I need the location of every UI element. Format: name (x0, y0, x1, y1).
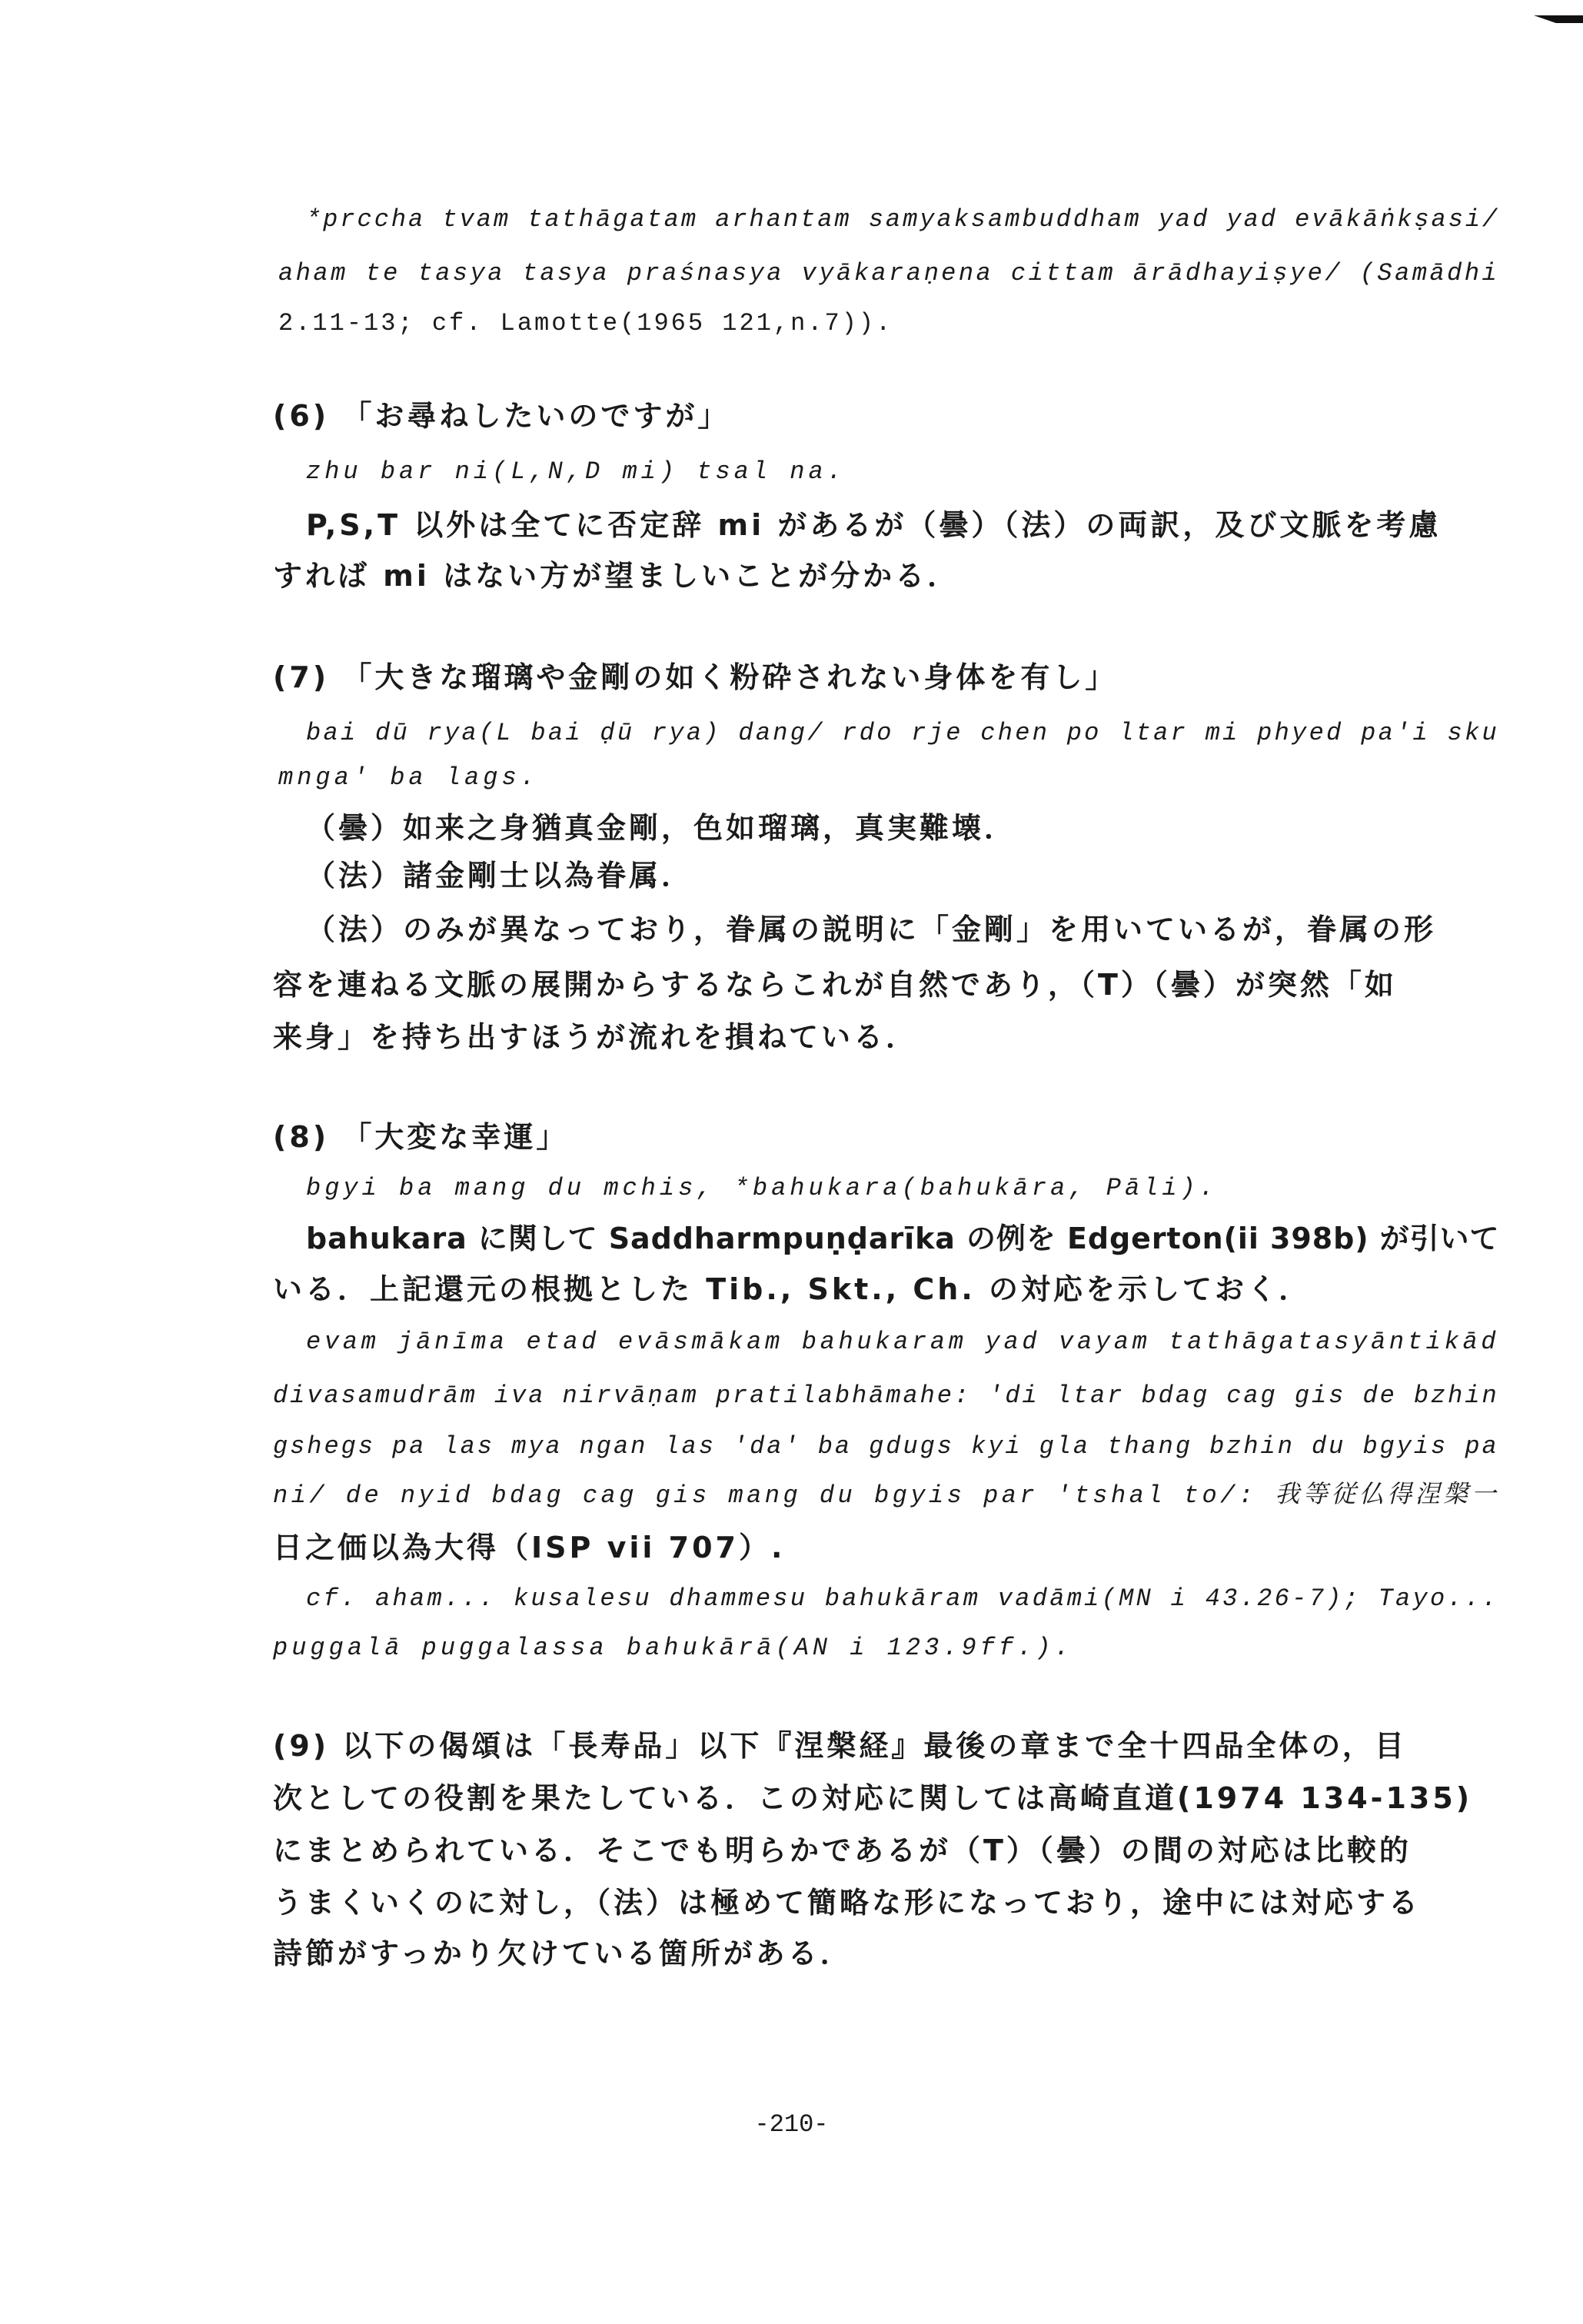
section-heading: (6) 「お尋ねしたいのですが」 (273, 399, 730, 433)
text-line: 詩節がすっかり欠けている箇所がある． (273, 1937, 853, 1970)
text-line: ni/ de nyid bdag cag gis mang du bgyis par 'tshal to/: 我等従仏得涅槃一 (273, 1481, 1500, 1510)
section-heading: (7) 「大きな瑠璃や金剛の如く粉砕されない身体を有し」 (273, 660, 1118, 694)
text-line: 来身」を持ち出すほうが流れを損ねている． (273, 1020, 919, 1054)
text-line: いる．上記還元の根拠とした Tib., Skt., Ch. の対応を示しておく． (273, 1272, 1312, 1306)
text-line: divasamudrām iva nirvāṇam pratilabhāmahe: 'di ltar bdag cag gis de bzhin (273, 1381, 1499, 1410)
text-line: bgyi ba mang du mchis, *bahukara(bahukāra, Pāli). (306, 1174, 1218, 1202)
text-line: （法）のみが異なっており，眷属の説明に「金剛」を用いているが，眷属の形 (306, 913, 1437, 946)
text-line: (9) 以下の偈頌は「長寿品」以下『涅槃経』最後の章まで全十四品全体の，目 (273, 1729, 1407, 1763)
page-number: -210- (754, 2110, 829, 2139)
text-line: zhu bar ni(L,N,D mi) tsal na. (306, 457, 846, 486)
text-line: aham te tasya tasya praśnasya vyākaraṇena cittam ārādhayiṣye/ (Samādhi (278, 259, 1500, 288)
text-line: evam jānīma etad evāsmākam bahukaram yad vayam tathāgatasyāntikād (306, 1328, 1500, 1356)
text-line: puggalā puggalassa bahukārā(AN i 123.9ff.). (273, 1634, 1073, 1662)
text-line: （曇）如来之身猶真金剛，色如瑠璃，真実難壊． (306, 811, 1017, 845)
text-line: すれば mi はない方が望ましいことが分かる． (273, 559, 960, 593)
text-line: 日之価以為大得（ISP vii 707）. (273, 1531, 786, 1564)
text-line: cf. aham... kusalesu dhammesu bahukāram vadāmi(MN i 43.26-7); Tayo... (306, 1584, 1500, 1613)
text-line: bai dū rya(L bai ḍū rya) dang/ rdo rje chen po ltar mi phyed pa'i sku (306, 719, 1500, 747)
text-line: bahukara に関して Saddharmpuṇḍarīka の例を Edgerton(ii 398b) が引いて (306, 1222, 1500, 1255)
corner-mark (1534, 15, 1583, 23)
text-line: P,S,T 以外は全てに否定辞 mi があるが（曇）（法）の両訳，及び文脈を考慮 (306, 508, 1442, 542)
text-line: gshegs pa las mya ngan las 'da' ba gdugs kyi gla thang bzhin du bgyis pa (273, 1432, 1499, 1461)
text-line: 2.11-13; cf. Lamotte(1965 121,n.7)). (278, 309, 893, 337)
text-line: 容を連ねる文脈の展開からするならこれが自然であり，（T）（曇）が突然「如 (273, 968, 1397, 1002)
text-line: 次としての役割を果たしている．この対応に関しては高崎直道(1974 134-135) (273, 1781, 1473, 1815)
text-line: mnga' ba lags. (278, 763, 539, 792)
text-line: うまくいくのに対し，（法）は極めて簡略な形になっており，途中には対応する (273, 1886, 1422, 1920)
text-line: にまとめられている．そこでも明らかであるが（T）（曇）の間の対応は比較的 (273, 1834, 1412, 1867)
text-line: *prccha tvam tathāgatam arhantam samyaksambuddham yad yad evākāṅkṣasi/ (306, 205, 1500, 234)
text-line: （法）諸金剛士以為眷属． (306, 859, 694, 893)
section-heading: (8) 「大変な幸運」 (273, 1120, 569, 1154)
